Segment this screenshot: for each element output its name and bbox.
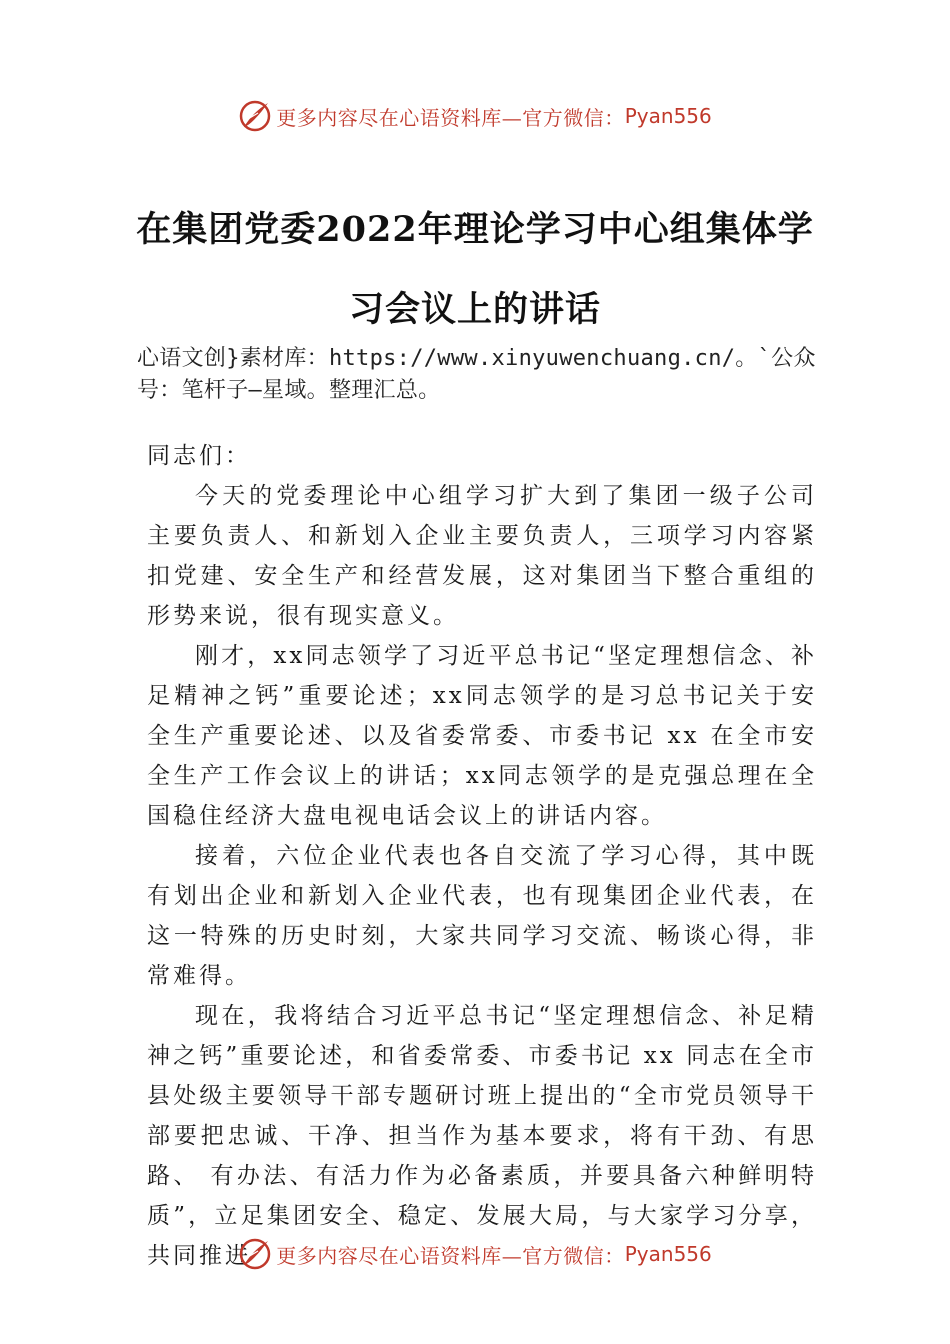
document-body — [147, 436, 817, 1276]
document-title-line-2: 习会议上的讲话 — [348, 289, 601, 330]
body-paragraph-4: 现在，我将结合习近平总书记“坚定理想信念、补足精神之钙”重要论述，和省委常委、市委书记 xx 同志在全市县处级主要领导干部专题研讨班上提出的“全市党员领导干部要把忠诚、干净、担当作为基本要求，将有干劲、有思路、 有办法、有活力作为必备素质，并要具备六种鲜明特质”，立足集团安全、稳定、发展大局，与大家学习分享，共同推进 — [147, 1003, 817, 1269]
source-note: 心语文创}素材库：https://www.xinyuwenchuang.cn/。`公众号：笔杆子—星域。整理汇总。 — [137, 346, 816, 403]
body-paragraph-3: 接着，六位企业代表也各自交流了学习心得，其中既有划出企业和新划入企业代表，也有现集团企业代表，在这一特殊的历史时刻，大家共同学习交流、畅谈心得，非常难得。 — [147, 843, 817, 989]
banner-wechat-id: Pyan556 — [624, 104, 712, 128]
footer-banner-text: 更多内容尽在心语资料库—官方微信： — [276, 1243, 625, 1268]
banner-text: 更多内容尽在心语资料库—官方微信： — [276, 105, 625, 130]
body-paragraph-1: 今天的党委理论中心组学习扩大到了集团一级子公司主要负责人、和新划入企业主要负责人，三项学习内容紧扣党建、安全生产和经营发展，这对集团当下整合重组的形势来说，很有现实意义。 — [147, 483, 817, 629]
footer-banner-wechat-id: Pyan556 — [624, 1242, 712, 1266]
header-banner — [0, 94, 950, 138]
salutation: 同志们： — [147, 443, 251, 469]
quill-pen-logo-icon — [238, 99, 272, 133]
document-title-line-1: 在集团党委2022年理论学习中心组集体学 — [136, 209, 814, 250]
quill-pen-logo-icon — [238, 1237, 272, 1271]
footer-banner — [0, 1232, 950, 1276]
body-paragraph-2: 刚才，xx同志领学了习近平总书记“坚定理想信念、补足精神之钙”重要论述；xx同志领学的是习总书记关于安全生产重要论述、以及省委常委、市委书记 xx 在全市安全生产工作会议上的讲话；xx同志领学的是克强总理在全国稳住经济大盘电视电话会议上的讲话内容。 — [147, 643, 817, 829]
